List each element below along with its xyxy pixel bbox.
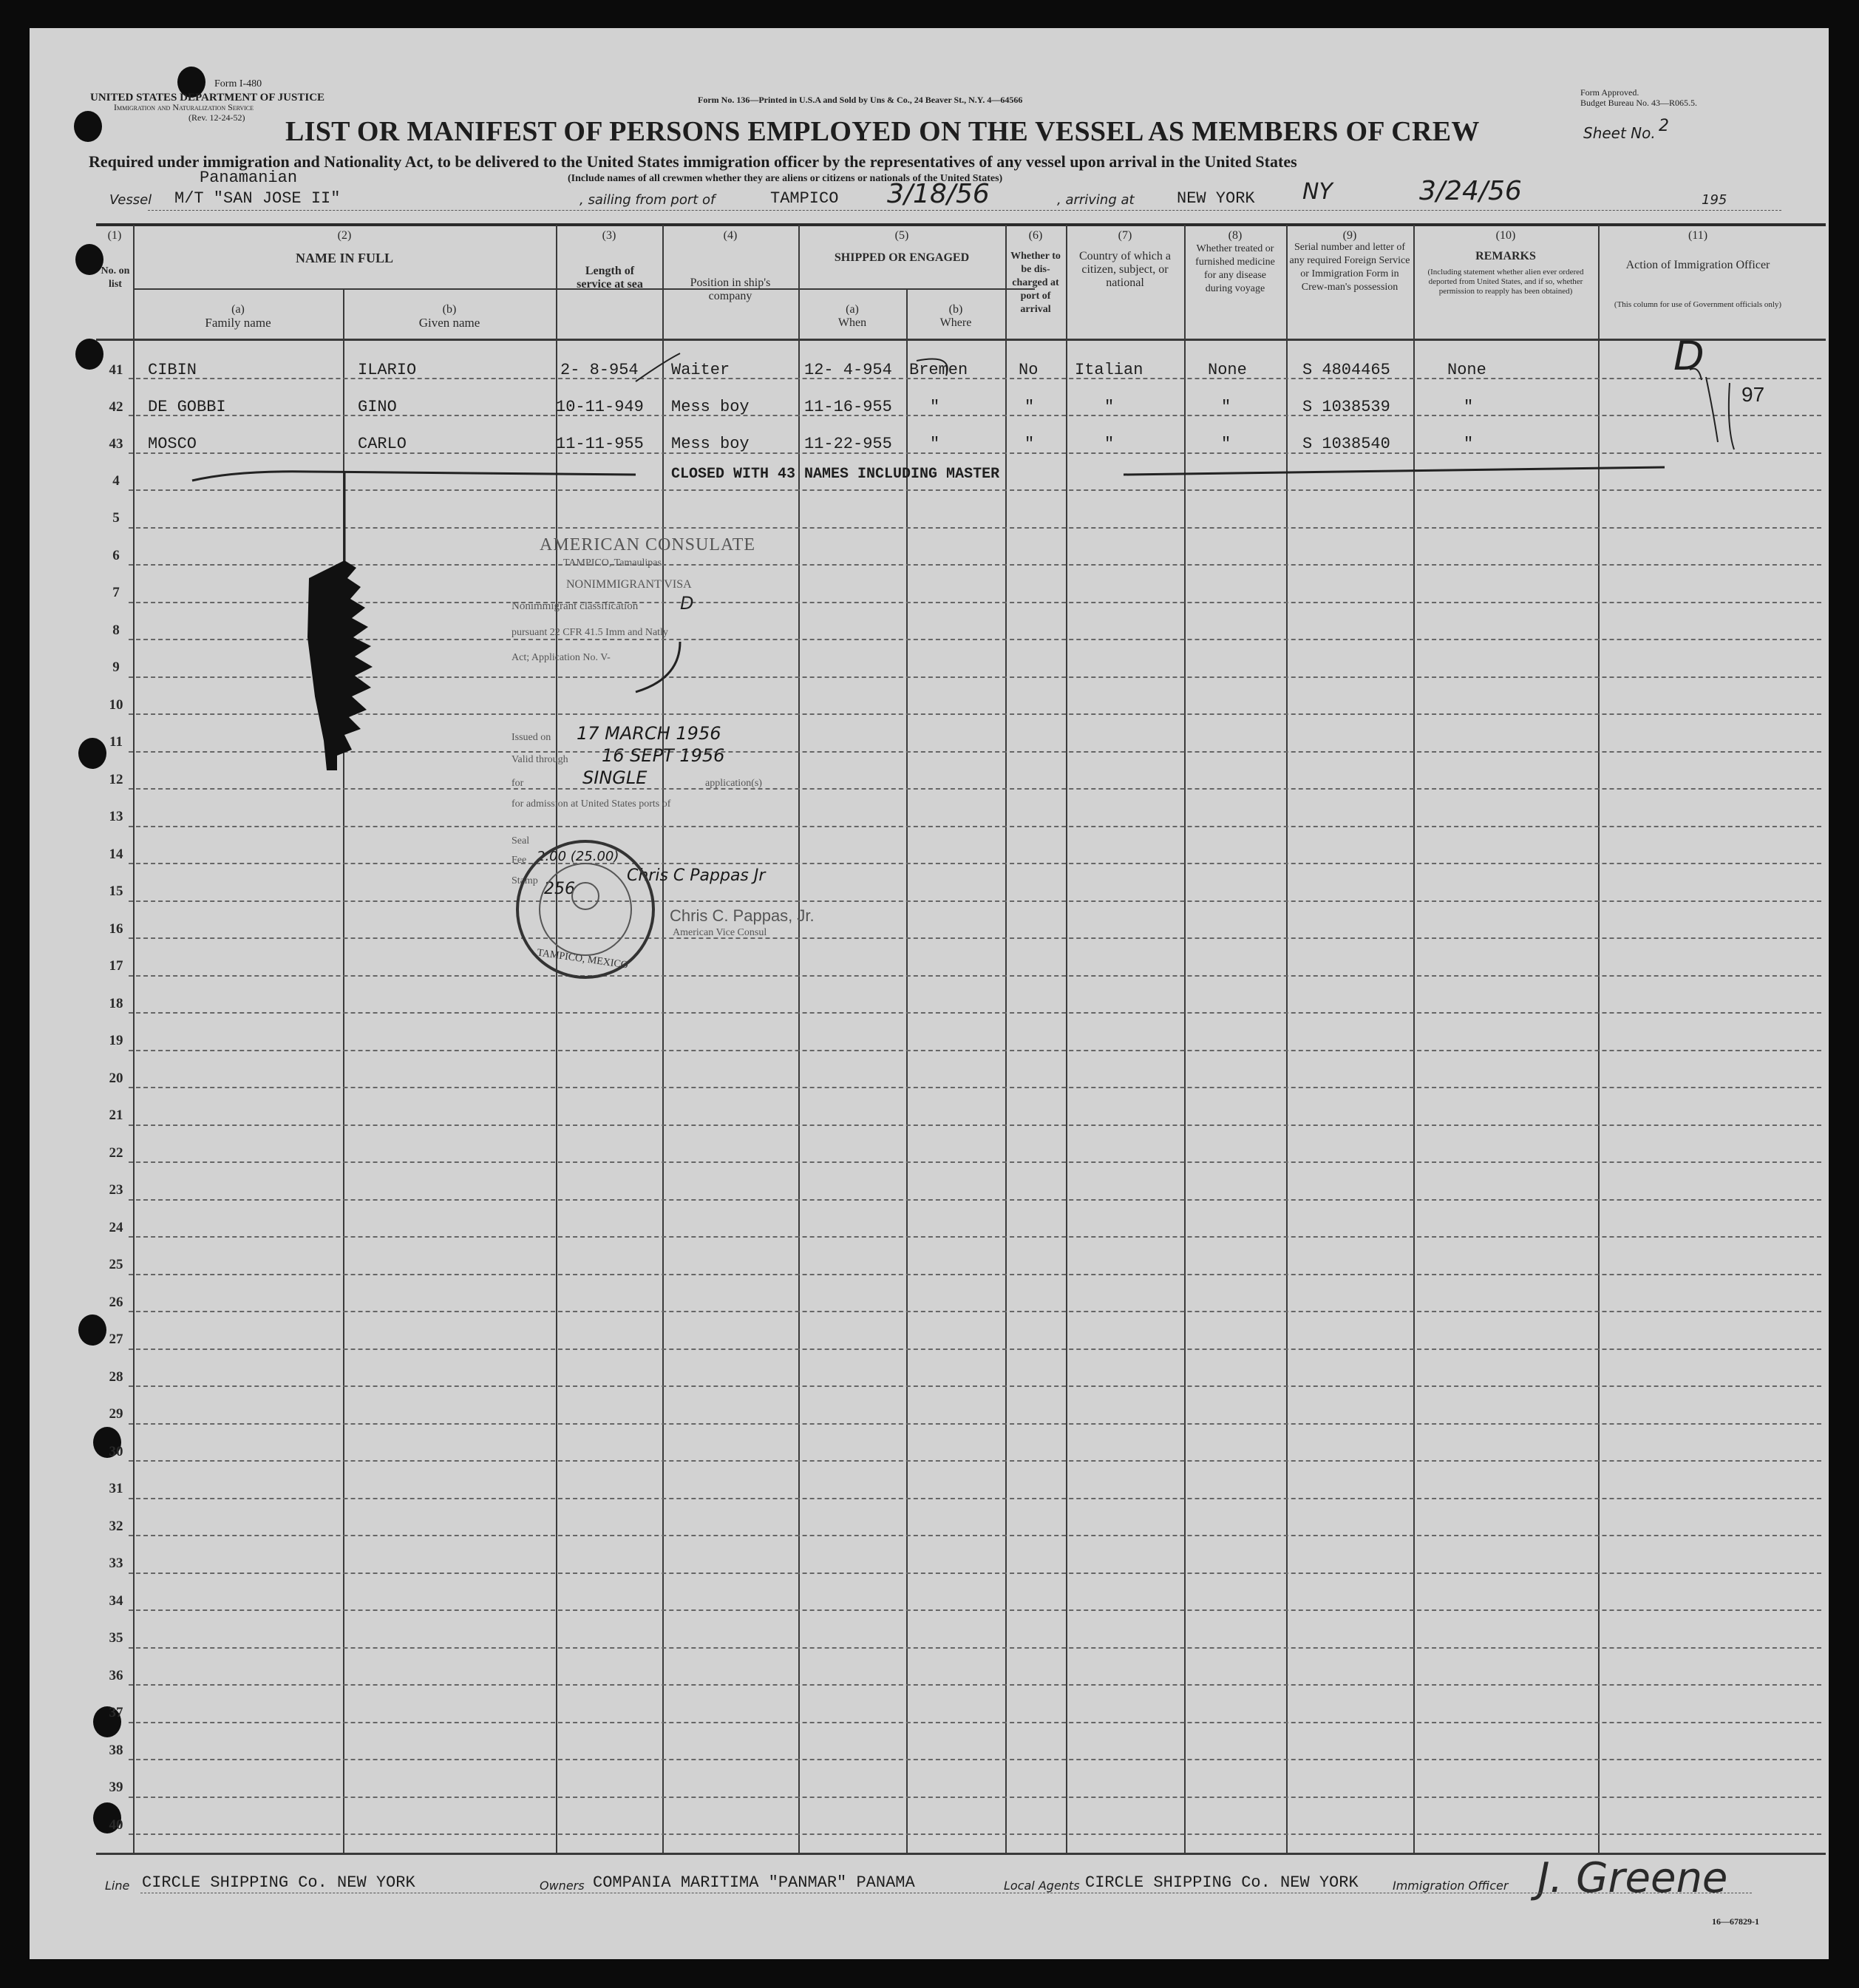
form-code: 16—67829-1 (1712, 1916, 1759, 1927)
row-number: 6 (112, 548, 120, 563)
row-number: 7 (112, 585, 120, 600)
stamp-pursuant: pursuant 22 CFR 41.5 Imm and Natly (512, 627, 668, 638)
sailing-date: 3/18/56 (887, 179, 990, 209)
row-number: 8 (112, 622, 120, 638)
printer-note: Form No. 136—Printed in U.S.A and Sold by Uns & Co., 24 Beaver St., N.Y. 4—64566 (698, 95, 1023, 105)
service-length: 10-11-949 (556, 398, 644, 416)
col2-num: (2) (337, 229, 352, 242)
col9-num: (9) (1342, 229, 1357, 242)
row-number: 21 (109, 1107, 123, 1123)
row-number: 32 (109, 1519, 123, 1534)
col4-num: (4) (723, 229, 738, 242)
col11-note: (This column for use of Government officials only) (1614, 300, 1782, 309)
form-number: Form I-480 (214, 78, 262, 89)
consul-signature: Chris C Pappas Jr (627, 866, 766, 885)
col10-note: (Including statement whether alien ever ordered deported from United States, and if so, whether permission to reapply has been obtained) (1427, 268, 1584, 296)
row-number: 23 (109, 1182, 123, 1198)
col11-num: (11) (1688, 229, 1708, 242)
row-number: 33 (109, 1556, 123, 1571)
stamp-for-value: SINGLE (582, 767, 648, 788)
col4-label: Position in ship's company (690, 277, 771, 302)
col5a-label: When (837, 316, 867, 329)
medicine: " (1221, 435, 1231, 453)
stamp-stamp-label: Stamp (512, 875, 538, 886)
stamp-admission: for admission at United States ports of (512, 798, 671, 810)
row-number: 37 (109, 1705, 123, 1720)
shipped-where: Bremen (909, 361, 968, 379)
col6-label: Whether to be dis-charged at port of arrival (1010, 251, 1061, 315)
stamp-for-label: for (512, 778, 524, 789)
position: Mess boy (671, 435, 750, 453)
family-name: CIBIN (148, 361, 197, 379)
form-subtitle: Required under immigration and Nationality Act, to be delivered to the United States immigration officer by the representatives of any vessel upon arrival in the United States (89, 152, 1297, 171)
col8-label: Whether treated or furnished medicine for any disease during voyage (1195, 243, 1275, 294)
stamp-issued-label: Issued on (512, 732, 551, 743)
footer-owners-label: Owners (540, 1879, 585, 1893)
row-number: 38 (109, 1743, 123, 1758)
sheet-number: 2 (1659, 117, 1669, 135)
col2b-label: Given name (418, 316, 480, 330)
col1-label: No. on list (101, 265, 130, 290)
row-number: 34 (109, 1593, 123, 1609)
serial: S 4804465 (1302, 361, 1390, 379)
arriving-label: , arriving at (1057, 192, 1135, 208)
medicine: None (1208, 361, 1247, 379)
form-title: LIST OR MANIFEST OF PERSONS EMPLOYED ON THE VESSEL AS MEMBERS OF CREW (285, 116, 1480, 147)
sheet-label: Sheet No. (1583, 124, 1656, 142)
col2-label: NAME IN FULL (295, 251, 393, 265)
budget-bureau: Budget Bureau No. 43—R065.5. (1580, 98, 1697, 108)
stamp-seal-label: Seal (512, 835, 530, 847)
row-number: 30 (109, 1444, 123, 1459)
footer-line: CIRCLE SHIPPING Co. NEW YORK (142, 1873, 415, 1892)
col2a-num: (a) (231, 303, 245, 316)
row-number: 31 (109, 1481, 123, 1496)
footer-agents-label: Local Agents (1004, 1879, 1080, 1893)
row-number: 11 (109, 734, 123, 750)
row-number: 25 (109, 1257, 123, 1272)
arriving-port: NEW YORK (1177, 189, 1255, 208)
row-number: 27 (109, 1331, 123, 1347)
given-name: ILARIO (358, 361, 417, 379)
col2b-num: (b) (442, 303, 457, 316)
col6-num: (6) (1028, 229, 1043, 242)
form-approved: Form Approved. (1580, 87, 1639, 98)
row-number: 13 (109, 809, 123, 824)
given-name: CARLO (358, 435, 407, 453)
stamp-classification: D (680, 593, 694, 614)
footer-agents: CIRCLE SHIPPING Co. NEW YORK (1085, 1873, 1359, 1892)
stamp-classification-label: Nonimmigrant classification (512, 600, 639, 612)
stamp-valid: 16 SEPT 1956 (602, 745, 725, 766)
shipped-where: " (930, 435, 940, 453)
service: Immigration and Naturalization Service (114, 102, 254, 112)
action-mark: D (1673, 333, 1705, 379)
shipped-when: 11-22-955 (804, 435, 892, 453)
footer-owners: COMPANIA MARITIMA "PANMAR" PANAMA (593, 1873, 915, 1892)
row-number: 9 (112, 659, 120, 675)
col5-label: SHIPPED OR ENGAGED (834, 251, 970, 264)
position: Waiter (671, 361, 730, 379)
col7-label: Country of which a citizen, subject, or national (1079, 250, 1171, 289)
stamp-number: 256 (544, 880, 575, 898)
remarks: None (1447, 361, 1486, 379)
stamp-application: Act; Application No. V- (512, 652, 611, 663)
footer-line-label: Line (105, 1879, 130, 1893)
row-number: 18 (109, 996, 123, 1011)
col9-label: Serial number and letter of any required Foreign Service or Immigration Form in Crew-man's possession (1289, 242, 1410, 293)
col1-num: (1) (107, 229, 122, 242)
family-name: DE GOBBI (148, 398, 226, 416)
sailing-port: TAMPICO (770, 189, 839, 208)
row-number: 39 (109, 1780, 123, 1795)
col10-num: (10) (1495, 229, 1516, 242)
margin-note: 97 (1741, 383, 1765, 406)
seal-text: TAMPICO, MEXICO (536, 947, 629, 971)
country: " (1104, 435, 1115, 453)
col5-num: (5) (894, 229, 909, 242)
row-number: 16 (109, 921, 123, 937)
col7-num: (7) (1118, 229, 1132, 242)
shipped-when: 11-16-955 (804, 398, 892, 416)
stamp-visa-type: NONIMMIGRANT VISA (566, 578, 692, 591)
country: " (1104, 398, 1115, 416)
shipped-when: 12- 4-954 (804, 361, 892, 379)
manifest-sheet (30, 28, 1829, 1959)
row-number: 35 (109, 1630, 123, 1646)
col8-num: (8) (1228, 229, 1243, 242)
col5b-label: Where (939, 316, 972, 329)
discharged: No (1019, 361, 1039, 379)
department: UNITED STATES DEPARTMENT OF JUSTICE (90, 92, 325, 104)
row-number: 10 (109, 697, 123, 713)
vessel-flag: Panamanian (200, 169, 298, 187)
stamp-applications: application(s) (705, 778, 762, 789)
arriving-hand: NY (1302, 179, 1333, 205)
remarks: " (1464, 398, 1474, 416)
row-number: 22 (109, 1145, 123, 1161)
row-number: 29 (109, 1406, 123, 1422)
row-number: 43 (109, 436, 123, 452)
hand-marks (30, 28, 1829, 1959)
row-number: 42 (109, 399, 123, 415)
stamp-place: TAMPICO, Tamaulipas (563, 557, 662, 569)
service-length: 2- 8-954 (560, 361, 639, 379)
officer-signature: J. Greene (1537, 1854, 1728, 1902)
medicine: " (1221, 398, 1231, 416)
footer-officer-label: Immigration Officer (1393, 1879, 1509, 1893)
position: Mess boy (671, 398, 750, 416)
col11-label: Action of Immigration Officer (1625, 259, 1770, 271)
discharged: " (1024, 398, 1035, 416)
sailing-label: , sailing from port of (580, 192, 716, 208)
stamp-issued: 17 MARCH 1956 (577, 723, 721, 744)
shipped-where: " (930, 398, 940, 416)
row-number: 12 (109, 772, 123, 787)
vessel-name: M/T "SAN JOSE II" (174, 189, 341, 208)
serial: S 1038540 (1302, 435, 1390, 453)
col3-num: (3) (602, 229, 616, 242)
given-name: GINO (358, 398, 397, 416)
row-number: 24 (109, 1220, 123, 1235)
col2a-label: Family name (205, 316, 271, 330)
row-number: 40 (109, 1817, 123, 1833)
col5b-num: (b) (948, 303, 963, 316)
consul-title: American Vice Consul (673, 927, 767, 938)
consul-name: Chris C. Pappas, Jr. (670, 906, 815, 925)
col10-label: REMARKS (1475, 250, 1536, 262)
row-number: 5 (112, 510, 120, 526)
arrival-date: 3/24/56 (1419, 176, 1522, 206)
row-number: 36 (109, 1668, 123, 1683)
stamp-fee-label: Fee (512, 855, 527, 866)
col5a-num: (a) (846, 303, 859, 316)
closed-note: CLOSED WITH 43 NAMES INCLUDING MASTER (671, 466, 1000, 483)
stamp-valid-label: Valid through (512, 754, 568, 765)
stamp-consulate: AMERICAN CONSULATE (540, 535, 756, 554)
row-number: 17 (109, 958, 123, 974)
footer-underline (140, 1893, 1752, 1894)
service-length: 11-11-955 (556, 435, 644, 453)
col3-label: Length of service at sea (577, 265, 643, 291)
revision: (Rev. 12-24-52) (188, 112, 245, 123)
row-number: 26 (109, 1295, 123, 1310)
stamp-fee: 2.00 (25.00) (537, 849, 619, 864)
row-number: 14 (109, 847, 123, 862)
remarks: " (1464, 435, 1474, 453)
row-number: 28 (109, 1369, 123, 1385)
year-label: 195 (1702, 192, 1727, 208)
row-number: 4 (112, 473, 120, 489)
discharged: " (1024, 435, 1035, 453)
row-number: 15 (109, 883, 123, 899)
country: Italian (1075, 361, 1143, 379)
row-number: 20 (109, 1071, 123, 1086)
include-note: (Include names of all crewmen whether they are aliens or citizens or nationals of the United States) (568, 173, 1003, 184)
serial: S 1038539 (1302, 398, 1390, 416)
row-number: 19 (109, 1033, 123, 1048)
vessel-label: Vessel (109, 192, 152, 208)
family-name: MOSCO (148, 435, 197, 453)
row-number: 41 (109, 362, 123, 378)
